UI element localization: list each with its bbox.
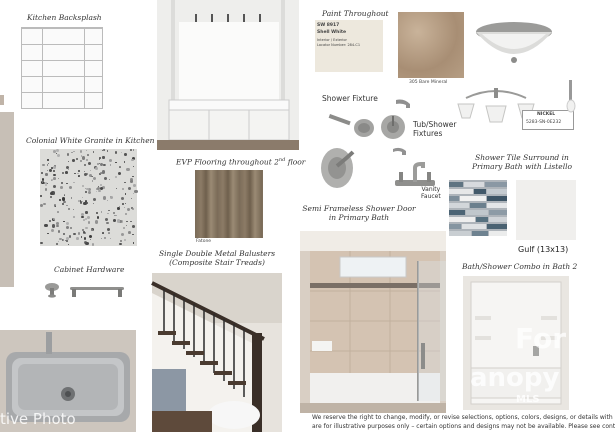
cabinet-knob-image bbox=[44, 282, 60, 298]
cabinet-pull-image bbox=[68, 284, 126, 298]
granite-speck bbox=[109, 179, 110, 180]
frameless-line-1: Semi Frameless Shower Door bbox=[302, 204, 416, 213]
frameless-label bbox=[300, 204, 418, 222]
granite-speck bbox=[84, 164, 86, 166]
granite-speck bbox=[106, 222, 108, 224]
balusters-line-2: (Composite Stair Treads) bbox=[169, 258, 265, 267]
granite-speck bbox=[104, 177, 107, 180]
granite-speck bbox=[61, 182, 62, 183]
paint-meta-2: Locator Number: 284-C1 bbox=[317, 43, 361, 47]
granite-speck bbox=[117, 219, 120, 222]
granite-speck bbox=[133, 193, 134, 194]
watermark-brand-2: anopy bbox=[470, 363, 560, 393]
granite-speck bbox=[122, 188, 124, 190]
paint-code: SW 8917 bbox=[317, 23, 340, 28]
granite-speck bbox=[87, 216, 90, 219]
granite-speck bbox=[68, 208, 70, 210]
granite-speck bbox=[116, 215, 117, 216]
white-gap bbox=[300, 0, 304, 1]
granite-speck bbox=[73, 233, 76, 236]
granite-speck bbox=[81, 216, 84, 219]
granite-speck bbox=[113, 212, 115, 214]
mudroom-bench-image bbox=[157, 0, 299, 150]
granite-speck bbox=[130, 180, 133, 183]
granite-speck bbox=[53, 174, 56, 177]
granite-speck bbox=[88, 191, 91, 194]
vanity-faucet-line-1: Vanity bbox=[421, 186, 441, 193]
tile-surround-line-1: Shower Tile Surround in bbox=[475, 153, 569, 162]
granite-speck bbox=[57, 211, 59, 213]
sconce-image bbox=[566, 78, 576, 114]
granite-speck bbox=[52, 224, 55, 227]
granite-speck bbox=[80, 150, 82, 152]
granite-speck bbox=[78, 170, 80, 172]
balusters-label bbox=[152, 249, 282, 267]
granite-speck bbox=[133, 242, 135, 244]
granite-speck bbox=[89, 235, 92, 238]
granite-speck bbox=[48, 163, 49, 164]
granite-speck bbox=[72, 159, 75, 162]
granite-speck bbox=[86, 150, 87, 151]
shower-head-image bbox=[330, 104, 376, 140]
granite-speck bbox=[113, 219, 116, 222]
tile-surround-label bbox=[468, 153, 576, 171]
watermark-left: tive Photo bbox=[0, 410, 76, 428]
granite-speck bbox=[85, 218, 87, 220]
granite-speck bbox=[121, 197, 124, 200]
granite-speck bbox=[78, 175, 80, 177]
granite-speck bbox=[93, 203, 94, 204]
granite-speck bbox=[115, 162, 116, 163]
balusters-line-1: Single Double Metal Balusters bbox=[158, 249, 276, 258]
granite-speck bbox=[85, 211, 87, 213]
granite-speck bbox=[69, 186, 72, 189]
granite-speck bbox=[85, 242, 88, 245]
watermark-brand-1: For bbox=[515, 322, 567, 355]
granite-speck bbox=[98, 186, 99, 187]
granite-speck bbox=[101, 211, 102, 212]
granite-speck bbox=[134, 190, 137, 193]
granite-speck bbox=[132, 234, 134, 236]
granite-speck bbox=[130, 221, 131, 222]
granite-speck bbox=[110, 196, 113, 199]
granite-speck bbox=[62, 203, 65, 206]
granite-speck bbox=[63, 201, 66, 204]
granite-speck bbox=[92, 243, 95, 246]
granite-speck bbox=[132, 225, 135, 228]
granite-speck bbox=[73, 209, 74, 210]
granite-speck bbox=[44, 224, 47, 227]
nickel-label: NICKEL bbox=[537, 112, 556, 117]
granite-speck bbox=[132, 208, 134, 210]
staircase-icon bbox=[152, 273, 282, 432]
evp-flooring-floor: floor bbox=[285, 157, 306, 167]
granite-speck bbox=[102, 232, 104, 234]
granite-speck bbox=[53, 177, 56, 180]
granite-speck bbox=[42, 164, 45, 167]
evp-flooring-sup: nd bbox=[278, 157, 286, 163]
granite-speck bbox=[123, 227, 125, 229]
granite-speck bbox=[131, 159, 133, 161]
primary-shower-image bbox=[300, 231, 446, 413]
gulf-tile-swatch bbox=[516, 180, 576, 240]
granite-speck bbox=[67, 153, 70, 156]
granite-label: Colonial White Granite in Kitchen bbox=[26, 136, 155, 145]
granite-speck bbox=[93, 151, 95, 153]
granite-speck bbox=[45, 188, 48, 191]
granite-speck bbox=[128, 187, 131, 190]
granite-speck bbox=[76, 158, 78, 160]
granite-speck bbox=[119, 206, 120, 207]
tub-valve-icon bbox=[380, 114, 406, 140]
granite-speck bbox=[115, 151, 117, 153]
granite-speck bbox=[86, 159, 88, 161]
bath-combo-label: Bath/Shower Combo in Bath 2 bbox=[462, 262, 578, 271]
granite-speck bbox=[88, 188, 91, 191]
granite-speck bbox=[133, 184, 136, 187]
shower-valve-image bbox=[317, 146, 357, 190]
shower-fixture-label: Shower Fixture bbox=[322, 94, 378, 103]
granite-speck bbox=[81, 155, 82, 156]
subway-tile-swatch bbox=[21, 27, 103, 109]
granite-speck bbox=[100, 187, 103, 190]
paint-throughout-label: Paint Throughout bbox=[322, 9, 389, 18]
granite-speck bbox=[110, 164, 111, 165]
granite-speck bbox=[124, 207, 125, 208]
granite-speck bbox=[58, 230, 60, 232]
granite-speck bbox=[108, 232, 110, 234]
granite-speck bbox=[124, 182, 126, 184]
granite-speck bbox=[124, 153, 127, 156]
granite-speck bbox=[99, 163, 100, 164]
granite-speck bbox=[99, 158, 100, 159]
disclaimer-line-2: are for illustrative purposes only – certain options and designs may not be available. Please see cont bbox=[312, 423, 615, 430]
granite-speck bbox=[66, 226, 69, 229]
granite-speck bbox=[73, 151, 75, 153]
granite-speck bbox=[63, 239, 65, 241]
flush-mount-light-icon bbox=[472, 16, 556, 72]
granite-speck bbox=[119, 243, 122, 246]
granite-speck bbox=[57, 154, 60, 157]
granite-speck bbox=[81, 236, 82, 237]
granite-speck bbox=[71, 197, 72, 198]
granite-speck bbox=[41, 172, 42, 173]
granite-speck bbox=[100, 184, 102, 186]
granite-speck bbox=[53, 150, 56, 153]
granite-speck bbox=[131, 198, 132, 199]
granite-speck bbox=[126, 221, 127, 222]
granite-speck bbox=[127, 208, 130, 211]
granite-speck bbox=[59, 199, 61, 201]
cabinet-pull-icon bbox=[68, 285, 126, 299]
granite-speck bbox=[95, 167, 98, 170]
granite-speck bbox=[43, 203, 46, 206]
granite-speck bbox=[88, 162, 91, 165]
granite-speck bbox=[66, 222, 69, 225]
frameless-line-2: in Primary Bath bbox=[328, 213, 390, 222]
tub-shower-line-1: Tub/Shower bbox=[413, 120, 457, 129]
granite-speck bbox=[74, 173, 76, 175]
granite-speck bbox=[47, 159, 48, 160]
granite-speck bbox=[58, 178, 59, 179]
gulf-label: Gulf (13x13) bbox=[518, 245, 569, 254]
granite-speck bbox=[73, 182, 74, 183]
carpet-swatch bbox=[398, 12, 464, 78]
granite-speck bbox=[103, 196, 106, 199]
carpet-label: 305 Bare Mineral bbox=[409, 80, 448, 85]
granite-speck bbox=[64, 195, 65, 196]
listello-icon bbox=[449, 180, 507, 236]
granite-swatch bbox=[40, 149, 137, 246]
granite-speck bbox=[56, 149, 59, 152]
granite-speck bbox=[70, 227, 72, 229]
granite-speck bbox=[133, 149, 134, 150]
granite-speck bbox=[78, 232, 81, 235]
left-edge-swatch-top bbox=[0, 95, 4, 105]
granite-speck bbox=[45, 173, 47, 175]
granite-speck bbox=[80, 160, 82, 162]
evp-flooring-label bbox=[176, 157, 305, 167]
granite-speck bbox=[90, 239, 91, 240]
granite-speck bbox=[122, 203, 124, 205]
nickel-code: 5283-SN-0E232 bbox=[526, 120, 562, 125]
granite-speck bbox=[73, 216, 75, 218]
granite-speck bbox=[82, 156, 85, 159]
granite-speck bbox=[40, 195, 42, 197]
granite-speck bbox=[95, 220, 98, 223]
granite-speck bbox=[60, 186, 63, 189]
granite-speck bbox=[53, 170, 55, 172]
granite-speck bbox=[66, 205, 67, 206]
granite-speck bbox=[120, 240, 122, 242]
vanity-faucet-line-2: Faucet bbox=[421, 193, 441, 200]
granite-speck bbox=[83, 231, 85, 233]
granite-speck bbox=[56, 243, 58, 245]
granite-speck bbox=[110, 238, 111, 239]
paint-name: Shell White bbox=[317, 30, 347, 35]
tub-shower-label bbox=[413, 120, 456, 138]
granite-speck bbox=[49, 169, 52, 172]
granite-speck bbox=[85, 191, 87, 193]
granite-speck bbox=[66, 183, 68, 185]
granite-speck bbox=[68, 244, 69, 245]
paint-meta-1: Interior / Exterior bbox=[317, 38, 347, 42]
granite-speck bbox=[126, 168, 129, 171]
granite-speck bbox=[69, 235, 71, 237]
flush-mount-light-image bbox=[472, 16, 556, 72]
granite-speck bbox=[96, 191, 97, 192]
disclaimer-line-1: We reserve the right to change, modify, or revise selections, options, colors, designs, or details with bbox=[312, 414, 613, 421]
granite-speck bbox=[58, 241, 60, 243]
tub-spout-icon bbox=[394, 96, 414, 110]
vanity-faucet-label bbox=[421, 186, 441, 200]
tile-surround-line-2: Primary Bath with Listello bbox=[471, 162, 573, 171]
kitchen-backsplash-label: Kitchen Backsplash bbox=[27, 13, 102, 22]
granite-speck bbox=[107, 213, 108, 214]
granite-speck bbox=[93, 177, 96, 180]
granite-speck bbox=[62, 172, 64, 174]
granite-speck bbox=[63, 221, 64, 222]
granite-speck bbox=[90, 170, 91, 171]
granite-speck bbox=[40, 242, 43, 245]
granite-speck bbox=[53, 166, 56, 169]
granite-speck bbox=[126, 225, 127, 226]
flooring-swatch-caption: Fatone bbox=[196, 239, 212, 244]
granite-speck bbox=[118, 172, 121, 175]
granite-speck bbox=[76, 237, 79, 240]
granite-speck bbox=[93, 198, 96, 201]
granite-speck bbox=[50, 196, 52, 198]
granite-speck bbox=[121, 233, 124, 236]
granite-speck bbox=[85, 227, 87, 229]
granite-speck bbox=[105, 218, 108, 221]
granite-speck bbox=[116, 188, 117, 189]
granite-speck bbox=[97, 216, 99, 218]
primary-shower-icon bbox=[300, 231, 446, 413]
granite-speck bbox=[51, 229, 54, 232]
granite-speck bbox=[47, 233, 48, 234]
granite-speck bbox=[103, 149, 105, 151]
granite-speck bbox=[88, 221, 90, 223]
granite-speck bbox=[87, 154, 89, 156]
granite-speck bbox=[101, 238, 102, 239]
granite-speck bbox=[119, 166, 121, 168]
bench-icon bbox=[157, 0, 299, 150]
watermark-mls: MLS bbox=[516, 394, 540, 405]
listello-swatch bbox=[449, 180, 507, 236]
granite-speck bbox=[84, 237, 87, 240]
granite-speck bbox=[107, 200, 108, 201]
granite-speck bbox=[63, 233, 65, 235]
evp-flooring-swatch bbox=[195, 170, 263, 238]
granite-speck bbox=[125, 203, 126, 204]
granite-speck bbox=[109, 159, 112, 162]
granite-speck bbox=[107, 228, 110, 231]
granite-speck bbox=[82, 185, 84, 187]
granite-speck bbox=[104, 237, 105, 238]
granite-speck bbox=[50, 192, 53, 195]
granite-speck bbox=[66, 240, 68, 242]
granite-speck bbox=[49, 220, 52, 223]
evp-flooring-text: EVP Flooring throughout 2 bbox=[176, 157, 279, 167]
left-edge-swatch bbox=[0, 112, 14, 287]
small-spout-icon bbox=[392, 145, 408, 157]
granite-speck bbox=[55, 206, 56, 207]
cabinet-hardware-label: Cabinet Hardware bbox=[54, 265, 125, 274]
granite-speck bbox=[117, 207, 119, 209]
granite-speck bbox=[65, 171, 68, 174]
granite-speck bbox=[98, 190, 100, 192]
granite-speck bbox=[107, 150, 108, 151]
granite-speck bbox=[82, 197, 83, 198]
granite-speck bbox=[130, 149, 132, 151]
granite-speck bbox=[84, 173, 87, 176]
granite-speck bbox=[124, 239, 126, 241]
granite-speck bbox=[121, 152, 122, 153]
shower-valve-icon bbox=[317, 146, 357, 190]
granite-speck bbox=[128, 231, 131, 234]
granite-speck bbox=[132, 176, 133, 177]
granite-speck bbox=[53, 185, 56, 188]
tub-shower-line-2: Fixtures bbox=[413, 129, 443, 138]
granite-speck bbox=[56, 222, 59, 225]
granite-speck bbox=[86, 188, 88, 190]
granite-speck bbox=[115, 176, 118, 179]
granite-speck bbox=[92, 180, 93, 181]
tub-valve-image bbox=[380, 114, 406, 140]
granite-speck bbox=[96, 212, 98, 214]
shower-head-icon bbox=[330, 104, 376, 140]
granite-speck bbox=[91, 229, 93, 231]
cabinet-knob-icon bbox=[44, 282, 60, 298]
granite-speck bbox=[68, 161, 69, 162]
granite-speck bbox=[102, 170, 105, 173]
granite-speck bbox=[102, 156, 104, 158]
granite-speck bbox=[125, 193, 127, 195]
granite-speck bbox=[42, 181, 43, 182]
granite-speck bbox=[47, 170, 48, 171]
paint-swatch bbox=[315, 20, 383, 72]
granite-speck bbox=[89, 174, 92, 177]
small-spout-image bbox=[392, 142, 408, 154]
granite-speck bbox=[125, 213, 127, 215]
granite-speck bbox=[133, 166, 134, 167]
granite-speck bbox=[45, 184, 47, 186]
tub-spout-image bbox=[394, 95, 414, 109]
granite-speck bbox=[108, 210, 110, 212]
granite-speck bbox=[40, 204, 43, 207]
staircase-image bbox=[152, 273, 282, 432]
granite-speck bbox=[124, 161, 125, 162]
sconce-icon bbox=[566, 78, 576, 114]
granite-speck bbox=[47, 164, 48, 165]
